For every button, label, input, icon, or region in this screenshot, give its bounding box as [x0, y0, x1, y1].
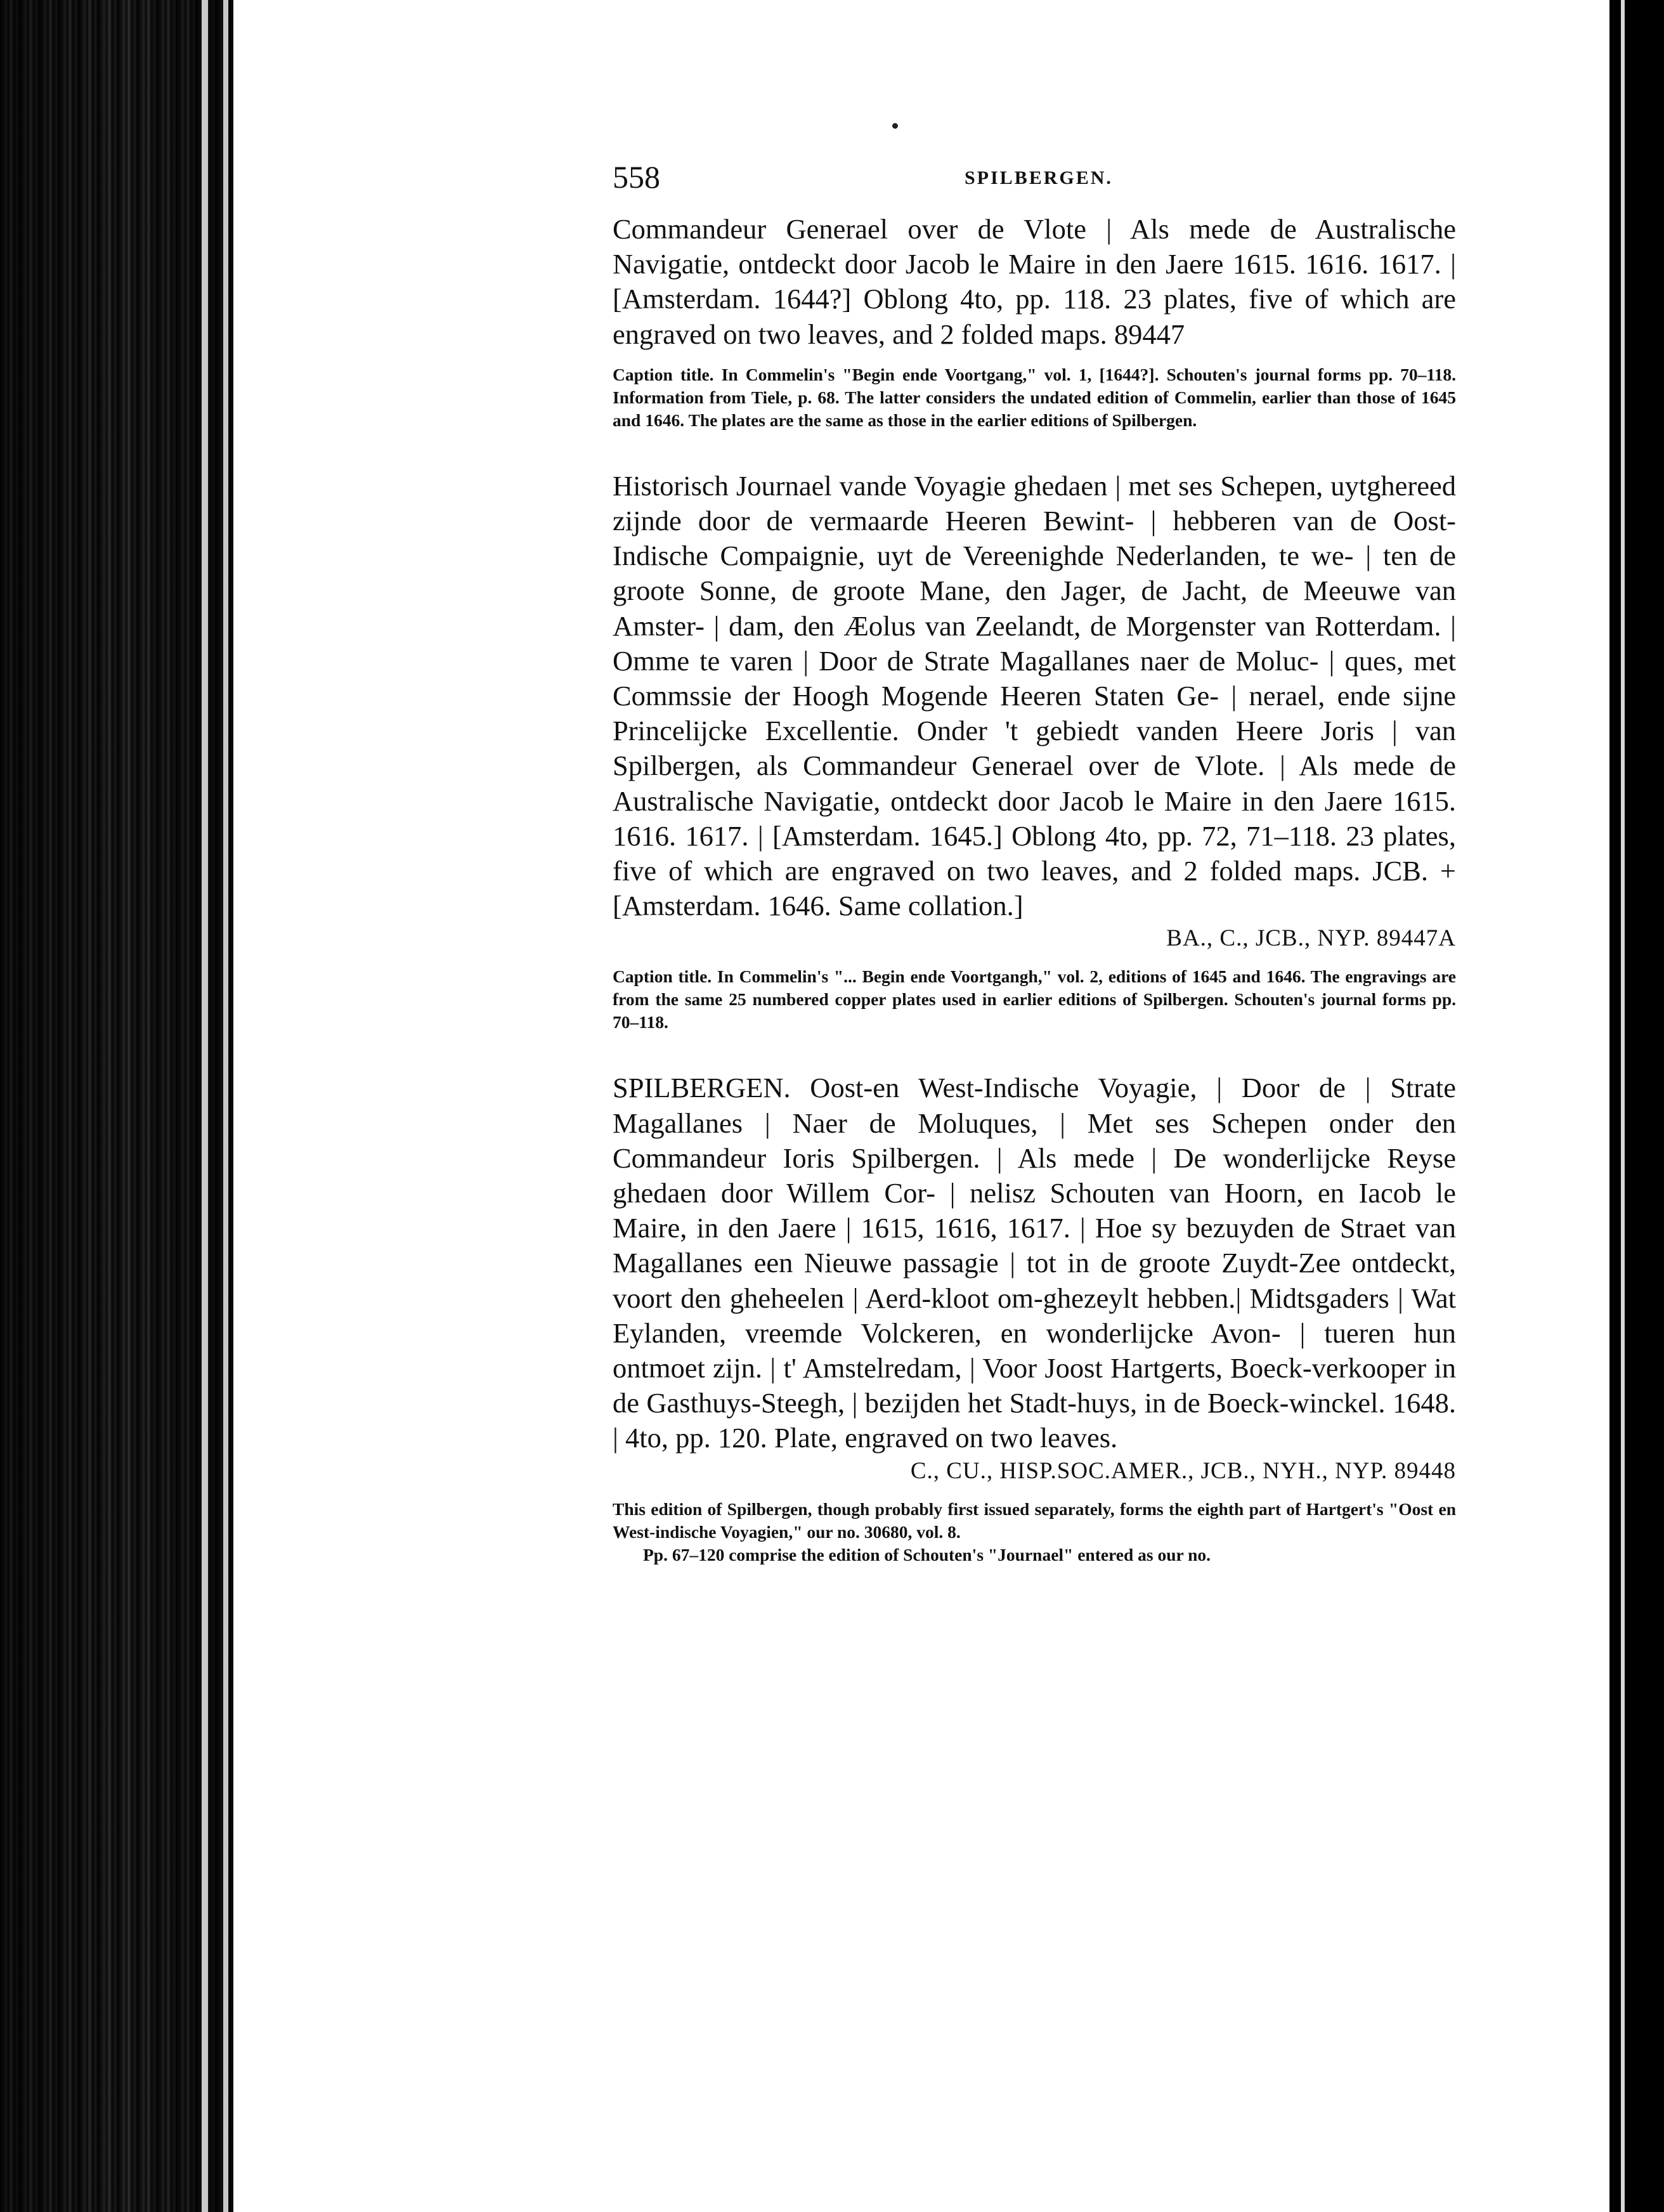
right-margin-dark — [1609, 0, 1664, 2212]
page-content — [613, 159, 1456, 1566]
binding-shadow — [0, 0, 235, 2212]
running-head: SPILBERGEN. — [965, 167, 1113, 188]
right-page-edge — [1621, 0, 1625, 2212]
entry-89447-text: Commandeur Generael over de Vlote | Als mede de Australische Navigatie, ontdeckt door Jacob le Maire in den Jaere 1615. 1616. 1617. | [Amsterdam. 1644?] Oblong 4to, pp. 118. 23 plates, five of which are engraved on two leaves, and 2 folded maps. 89447 — [613, 213, 1456, 350]
entry-89448-text: SPILBERGEN. Oost-en West-Indische Voyagie, | Door de | Strate Magallanes | Naer de Moluques, | Met ses Schepen onder den Commandeur Ioris Spilbergen. | Als mede | De wonderlijcke Reyse ghedaen door Willem Cor- | nelisz Schouten van Hoorn, en Iacob le Maire, in den Jaere | 1615, 1616, 1617. | Hoe sy bezuyden de Straet van Magallanes een Nieuwe passagie | tot in de groote Zuydt-Zee ontdeckt, voort den gheheelen | Aerd-kloot om-ghezeylt hebben.| Midtsgaders | Wat Eylanden, vreemde Volckeren, en wonderlijcke Avon- | tueren hun ontmoet zijn. | t' Amstelredam, | Voor Joost Hartgerts, Boeck-verkooper in de Gasthuys-Steegh, | bezijden het Stadt-huys, in de Boeck-winckel. 1648. | 4to, pp. 120. Plate, engraved on two leaves. — [613, 1072, 1456, 1454]
entry-89448-holdings: C., CU., HISP.SOC.AMER., JCB., NYH., NYP. 89448 — [910, 1457, 1456, 1484]
entry-89447a-text: Historisch Journael vande Voyagie ghedaen | met ses Schepen, uytghereed zijnde door de vermaarde Heeren Bewint- | hebberen van de Oost-Indische Compaignie, uyt de Vereenighde Nederlanden, te we- | ten de groote Sonne, de groote Mane, den Jager, de Jacht, de Meeuwe van Amster- | dam, den Æolus van Zeelandt, de Morgenster van Rotterdam. | Omme te varen | Door de Strate Magallanes naer de Moluc- | ques, met Commssie der Hoogh Mogende Heeren Staten Ge- | nerael, ende sijne Princelijcke Excellentie. Onder 't gebiedt vanden Heere Joris | van Spilbergen, als Commandeur Generael over de Vlote. | Als mede de Australische Navigatie, ontdeckt door Jacob le Maire in den Jaere 1615. 1616. 1617. | [Amsterdam. 1645.] Oblong 4to, pp. 72, 71–118. 23 plates, five of which are engraved on two leaves, and 2 folded maps. JCB. + [Amsterdam. 1646. Same collation.] — [613, 469, 1456, 922]
page-header — [613, 159, 1456, 208]
page-edge-line — [202, 0, 208, 2212]
page-edge-line — [223, 0, 228, 2212]
entry-89447a-note: Caption title. In Commelin's "... Begin ende Voortgangh," vol. 2, editions of 1645 and 1646. The engravings are from the same 25 numbered copper plates used in earlier editions of Spilbergen. Schouten's journal forms pp. 70–118. — [613, 966, 1456, 1032]
ink-speck — [892, 123, 898, 129]
entry-89448-note-2: Pp. 67–120 comprise the edition of Schouten's "Journael" entered as our no. — [643, 1544, 1211, 1565]
page-number: 558 — [613, 159, 660, 195]
entry-89447-note: Caption title. In Commelin's "Begin ende Voortgang," vol. 1, [1644?]. Schouten's journal forms pp. 70–118. Information from Tiele, p. 68. The latter considers the undated edition of Commelin, earlier than those of 1645 and 1646. The plates are the same as those in the earlier editions of Spilbergen. — [613, 364, 1456, 430]
entry-89448-note-1: This edition of Spilbergen, though probably first issued separately, forms the eighth part of Hartgert's "Oost en West-indische Voyagien," our no. 30680, vol. 8. — [613, 1499, 1456, 1542]
entry-89447a-holdings: BA., C., JCB., NYP. 89447A — [1166, 925, 1456, 952]
